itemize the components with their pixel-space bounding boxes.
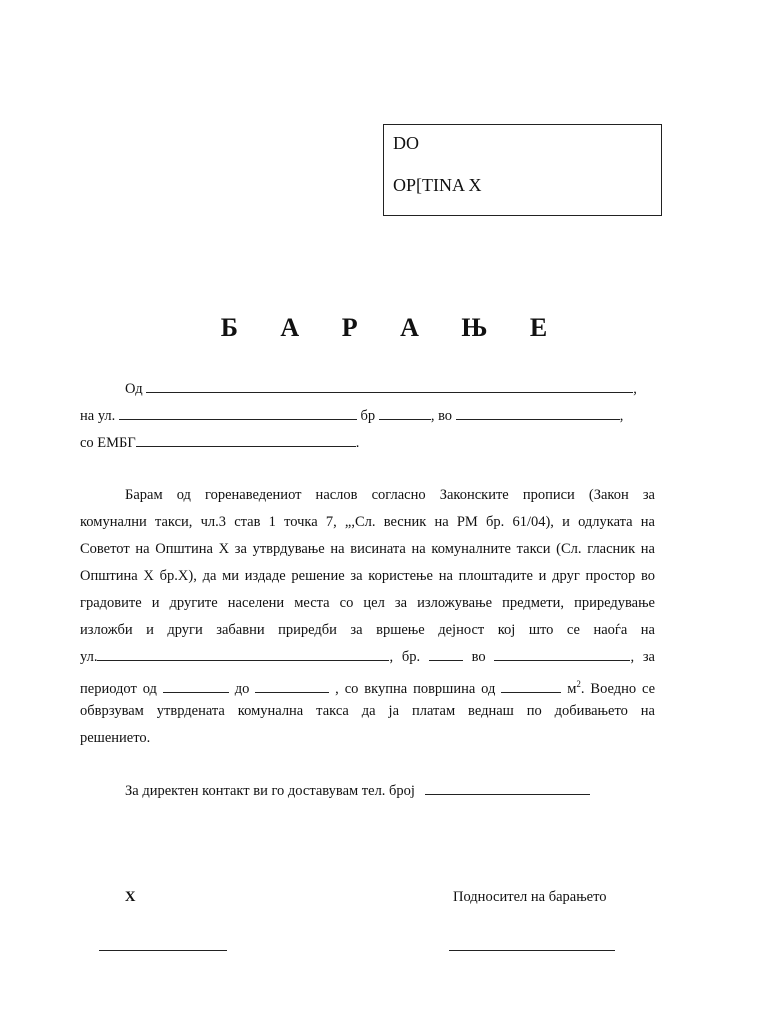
embg-blank <box>136 434 356 447</box>
body-line-2: комунални такси, чл.3 став 1 точка 7, „,Сл. весник на РМ бр. 61/04), и одлуката на <box>80 514 655 530</box>
embg-field-row: со ЕМБГ . <box>80 435 360 451</box>
body-line-10: решението. <box>80 730 151 746</box>
city-blank <box>456 407 620 420</box>
from-field-row: Од , <box>125 381 637 397</box>
body-line-1: Барам од горенаведениот наслов согласно Законските прописи (Закон за <box>125 487 655 503</box>
body-line-3: Советот на Општина X за утврдување на висината на комуналните такси (Сл. гласник на <box>80 541 655 557</box>
in-label: во <box>438 408 453 424</box>
body-line-5: градовите и другите населени места со цел за изложување предмети, приредување <box>80 595 655 611</box>
number-blank <box>379 407 431 420</box>
body-line-7: ул. , бр. во , за <box>80 649 655 665</box>
right-signature-line <box>449 950 615 951</box>
left-signature-label: X <box>125 889 136 905</box>
recipient-line-1: DO <box>393 133 419 153</box>
number-label: бр <box>360 408 376 424</box>
from-label: Од <box>125 381 143 397</box>
document-title: Б А Р А Њ Е <box>220 313 566 342</box>
body-line-6: изложби и други забавни приредби за вршење дејност кој што се наоѓа на <box>80 622 655 638</box>
from-blank <box>146 380 633 393</box>
address-field-row: на ул. бр , во , <box>80 408 624 424</box>
left-signature-line <box>99 950 227 951</box>
contact-row <box>125 782 590 800</box>
street-blank <box>119 407 357 420</box>
body-line-4: Општина X бр.X), да ми издаде решение за користење на плоштадите и друг простор во <box>80 568 655 584</box>
recipient-box <box>383 124 662 216</box>
embg-label: со ЕМБГ <box>80 435 136 451</box>
request-body <box>80 482 655 752</box>
body-line-9: обврзувам утврдената комунална такса да ја платам веднаш по добивањето на <box>80 703 655 719</box>
recipient-line-2: OP[TINA X <box>393 175 482 195</box>
right-signature-label: Подносител на барањето <box>453 889 607 905</box>
body-line-8: периодот од до , со вкупна површина од $м^2$. Воедно се <box>80 679 656 697</box>
phone-blank <box>425 782 590 795</box>
street-label: на ул. <box>80 408 116 424</box>
contact-text: За директен контакт ви го доставувам тел. број <box>125 783 415 799</box>
